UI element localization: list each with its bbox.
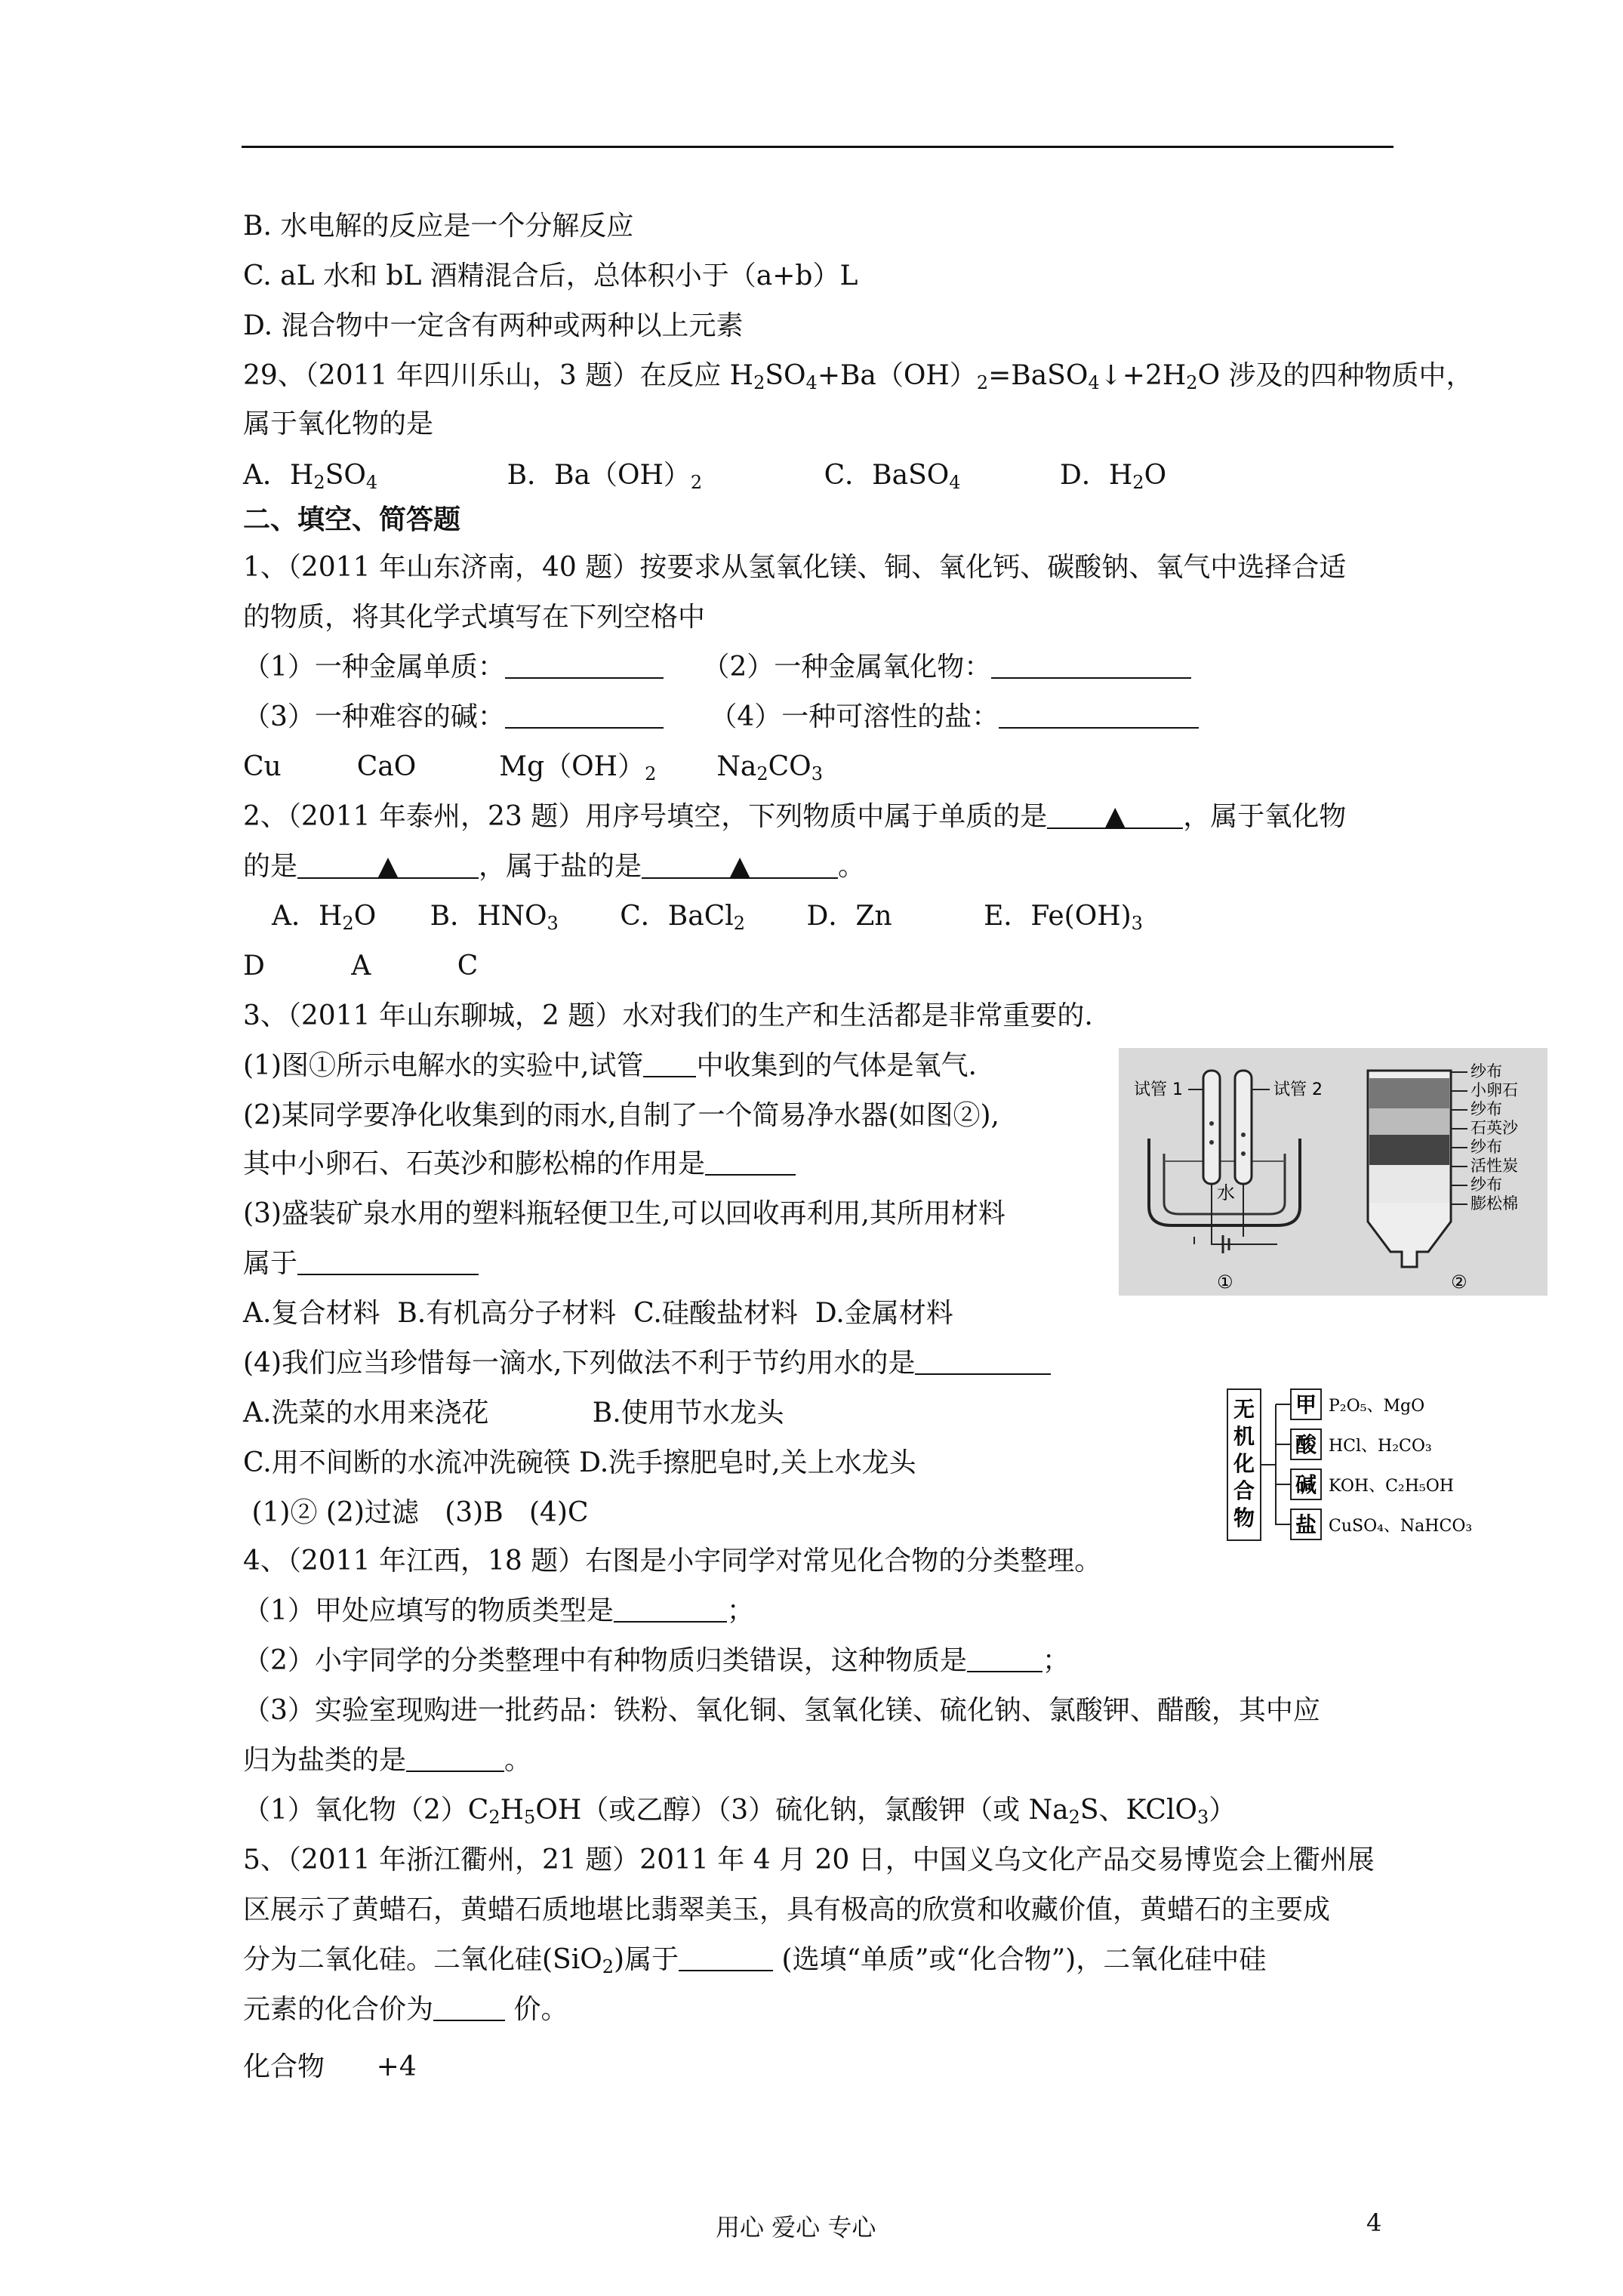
filter-layer-label: 纱布 <box>1471 1176 1502 1194</box>
option-c: C. aL 水和 bL 酒精混合后，总体积小于（a+b）L <box>243 260 858 291</box>
electrolysis-filter-figure <box>1119 1048 1548 1296</box>
root-char: 化 <box>1233 1451 1255 1476</box>
q1-blanks-row1: （1）一种金属单质： （2）一种金属氧化物： <box>243 651 1191 684</box>
root-label <box>1233 1397 1255 1530</box>
q3-part2: (2)某同学要净化收集到的雨水,自制了一个简易净水器(如图②), <box>243 1100 999 1131</box>
q2-answer: D A C <box>243 951 479 982</box>
q3-part4: (4)我们应当珍惜每一滴水,下列做法不利于节约用水的是 <box>243 1347 1051 1380</box>
answer-blank[interactable] <box>433 1997 505 2021</box>
question-29: 29、（2011 年四川乐山，3 题）在反应 $H_2SO_4+Ba(OH)_2=BaSO_4↓+2H_2O$ 涉及的四种物质中， <box>243 360 1474 393</box>
filter-layer-label: 石英沙 <box>1471 1119 1518 1137</box>
answer-blank[interactable] <box>915 1351 1051 1375</box>
q1-text: 1、（2011 年山东济南，40 题）按要求从氢氧化镁、铜、氧化钙、碳酸钠、氧气中选择合适 <box>243 552 1347 583</box>
answer-blank[interactable] <box>505 655 664 679</box>
answer-blank[interactable]: ▲ <box>297 850 479 879</box>
q1-blanks-row2: （3）一种难容的碱： （4）一种可溶性的盐： <box>243 701 1199 734</box>
class-label: 酸 <box>1295 1432 1317 1457</box>
answer-blank[interactable] <box>505 704 664 729</box>
section-title: 二、填空、简答题 <box>243 504 461 535</box>
page-number: 4 <box>1366 2208 1382 2237</box>
layer-cotton <box>1369 1165 1449 1203</box>
q5-answer: 化合物 +4 <box>243 2051 417 2082</box>
q5-text-cont2: 分为二氧化硅。二氧化硅(SiO$_2$)属于 (选填“单质”或“化合物”)，二氧化硅中硅 <box>243 1944 1267 1977</box>
answer-blank[interactable] <box>967 1648 1042 1672</box>
tube-1 <box>1203 1071 1220 1184</box>
bubble <box>1209 1140 1214 1145</box>
footer-motto: 用心 爱心 专心 <box>716 2213 876 2242</box>
answer-blank[interactable] <box>643 1053 696 1077</box>
answer-blank[interactable]: ▲ <box>1047 800 1183 829</box>
q4-part3: （3）实验室现购进一批药品：铁粉、氧化铜、氢氧化镁、硫化钠、氯酸钾、醋酸，其中应 <box>243 1695 1320 1726</box>
header-rule <box>242 146 1394 148</box>
class-examples: P₂O₅、MgO <box>1329 1397 1425 1416</box>
filter-layer-label: 纱布 <box>1471 1138 1502 1156</box>
q3-text: 3、（2011 年山东聊城，2 题）水对我们的生产和生活都是非常重要的. <box>243 1000 1093 1031</box>
class-examples: CuSO₄、NaHCO₃ <box>1329 1517 1473 1536</box>
answer-blank[interactable] <box>705 1151 796 1176</box>
q4-part3-cont: 归为盐类的是 。 <box>243 1745 532 1776</box>
q2-text: 2、（2011 年泰州，23 题）用序号填空，下列物质中属于单质的是 ▲ ，属于氧化物 <box>243 801 1347 832</box>
classification-figure <box>1223 1374 1510 1548</box>
question-29-options: A．$H_2SO_4$ B．$Ba(OH)_2$ C．BaSO$_4$ D．$H_2O$ <box>243 460 1167 493</box>
layer-carbon <box>1369 1135 1449 1165</box>
q2-options: A．$H_2O$ B．$HNO_3$ C．BaCl$_2$ D．Zn E．$Fe(OH)_3$ <box>272 901 1143 934</box>
layer-pebbles <box>1369 1078 1449 1108</box>
filter-layer-label: 纱布 <box>1471 1062 1502 1080</box>
q3-part1: (1)图①所示电解水的实验中,试管 中收集到的气体是氧气. <box>243 1050 977 1081</box>
q3-part3: (3)盛装矿泉水用的塑料瓶轻便卫生,可以回收再利用,其所用材料 <box>243 1198 1006 1229</box>
class-examples: KOH、C₂H₅OH <box>1329 1477 1454 1496</box>
q3-part4-options-cd: C.用不间断的水流冲洗碗筷 D.洗手擦肥皂时,关上水龙头 <box>243 1447 916 1478</box>
bubble <box>1241 1151 1246 1156</box>
option-d: D. 混合物中一定含有两种或两种以上元素 <box>243 310 744 341</box>
answer-blank[interactable] <box>999 704 1199 729</box>
water-label: 水 <box>1217 1182 1235 1203</box>
class-label: 盐 <box>1295 1512 1317 1537</box>
tube-2 <box>1235 1071 1252 1184</box>
bubble <box>1241 1133 1246 1137</box>
q4-part2: （2）小宇同学的分类整理中有种物质归类错误，这种物质是 ； <box>243 1645 1070 1676</box>
root-char: 物 <box>1233 1505 1255 1530</box>
layer-sand <box>1369 1108 1449 1135</box>
q4-answer: （1）氧化物$(2)C_2H_5OH$（或乙醇）（3）硫化钠，氯酸钾（或 $Na_2S$、KClO$_3$） <box>243 1795 1236 1828</box>
filter-layer-label: 活性炭 <box>1471 1157 1518 1175</box>
answer-blank[interactable] <box>991 655 1191 679</box>
class-examples: HCl、H₂CO₃ <box>1329 1437 1432 1456</box>
answer-blank[interactable]: ▲ <box>642 850 838 879</box>
q5-text-cont3: 元素的化合价为 价。 <box>243 1994 568 2025</box>
filter-layer-label: 小卵石 <box>1471 1081 1518 1099</box>
root-char: 合 <box>1233 1478 1255 1503</box>
option-b: B. 水电解的反应是一个分解反应 <box>243 211 634 242</box>
q4-part1: （1）甲处应填写的物质类型是 ； <box>243 1595 754 1626</box>
filter-layer-label: 纱布 <box>1471 1100 1502 1118</box>
answer-blank[interactable] <box>679 1947 773 1971</box>
class-items <box>1276 1389 1472 1539</box>
q5-text: 5、（2011 年浙江衢州，21 题）2011 年 4 月 20 日，中国义乌文化产品交易博览会上衢州展 <box>243 1845 1375 1875</box>
answer-blank[interactable] <box>614 1598 727 1623</box>
q3-part2-cont: 其中小卵石、石英沙和膨松棉的作用是 <box>243 1148 796 1181</box>
class-label: 碱 <box>1295 1472 1317 1497</box>
figure-number-2: ② <box>1451 1271 1467 1293</box>
bubble <box>1209 1121 1214 1126</box>
question-29-cont: 属于氧化物的是 <box>243 408 434 439</box>
root-char: 无 <box>1233 1397 1255 1422</box>
answer-blank[interactable] <box>406 1748 504 1772</box>
q1-text-cont: 的物质，将其化学式填写在下列空格中 <box>243 602 706 633</box>
tube2-label: 试管 2 <box>1273 1080 1323 1099</box>
q5-text-cont1: 区展示了黄蜡石，黄蜡石质地堪比翡翠美玉，具有极高的欣赏和收藏价值，黄蜡石的主要成 <box>243 1894 1331 1925</box>
q3-answer: (1)② (2)过滤 (3)B (4)C <box>243 1497 589 1528</box>
q1-answer: Cu CaO $Mg(OH)_2$ $Na_2CO_3$ <box>243 751 823 784</box>
q3-part4-options-ab: A.洗菜的水用来浇花 B.使用节水龙头 <box>243 1398 784 1428</box>
q2-text-cont: 的是 ▲ ，属于盐的是 ▲ 。 <box>243 851 866 882</box>
root-char: 机 <box>1233 1424 1255 1449</box>
q3-part3-cont: 属于 <box>243 1247 479 1281</box>
answer-blank[interactable] <box>297 1251 479 1275</box>
q3-part3-options: A.复合材料 B.有机高分子材料 C.硅酸盐材料 D.金属材料 <box>243 1298 953 1329</box>
filter-layer-label: 膨松棉 <box>1471 1194 1518 1213</box>
class-label: 甲 <box>1295 1392 1317 1417</box>
q4-text: 4、（2011 年江西，18 题）右图是小宇同学对常见化合物的分类整理。 <box>243 1546 1102 1576</box>
figure-number-1: ① <box>1217 1271 1233 1293</box>
tube1-label: 试管 1 <box>1134 1080 1183 1099</box>
